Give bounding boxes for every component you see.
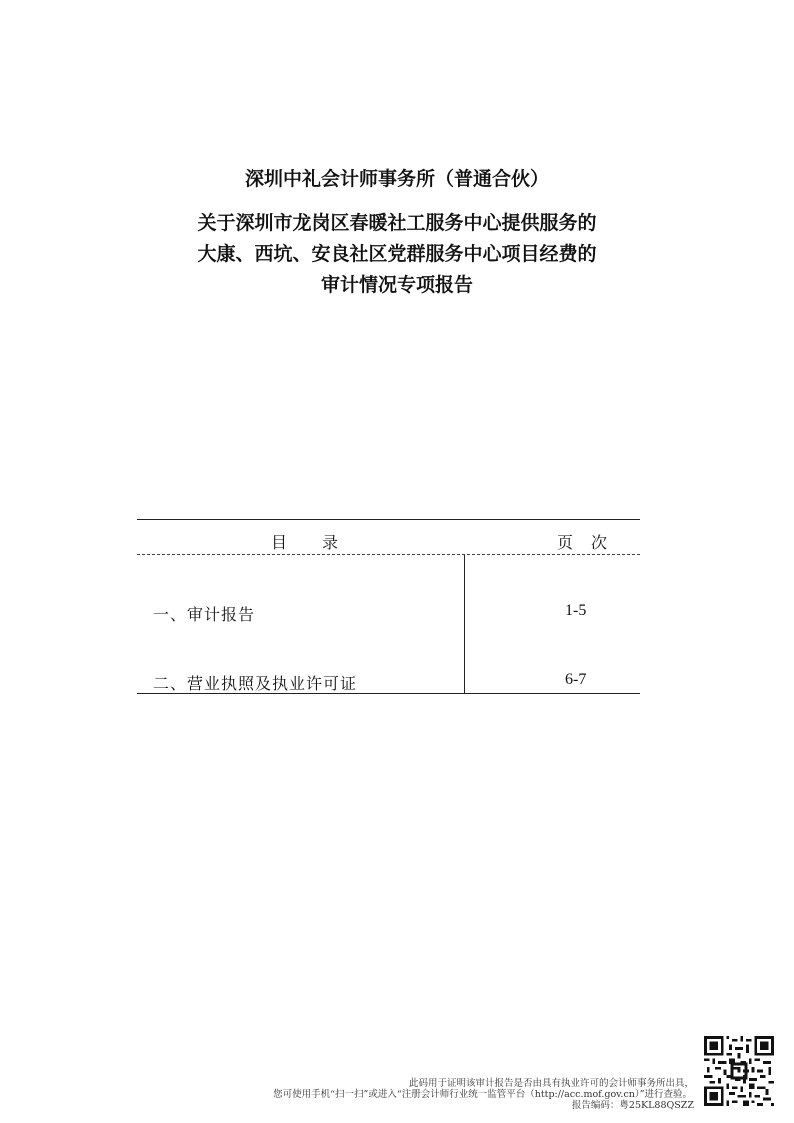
toc-header-contents: 目 录 bbox=[271, 533, 340, 552]
qr-code-icon[interactable] bbox=[704, 1036, 774, 1106]
toc-item-audit-report-pages: 1-5 bbox=[565, 602, 587, 619]
toc-item-business-license-pages: 6-7 bbox=[565, 671, 587, 688]
toc-top-rule bbox=[137, 519, 640, 520]
toc-header-page: 页 次 bbox=[557, 533, 609, 552]
report-title bbox=[0, 208, 794, 301]
report-code: 报告编码：粤25KL88QSZZ bbox=[571, 1100, 694, 1111]
report-title-line: 关于深圳市龙岗区春暖社工服务中心提供服务的 bbox=[197, 212, 597, 234]
toc-bottom-rule bbox=[137, 693, 640, 694]
toc-column-divider bbox=[464, 555, 465, 693]
toc-item-business-license: 二、营业执照及执业许可证 bbox=[153, 674, 358, 693]
firm-name: 深圳中礼会计师事务所（普通合伙） bbox=[244, 168, 549, 190]
report-title-line: 大康、西坑、安良社区党群服务中心项目经费的 bbox=[197, 243, 597, 265]
toc-item-audit-report: 一、审计报告 bbox=[153, 605, 256, 624]
toc-header-divider bbox=[137, 554, 640, 555]
verification-line: 此码用于证明该审计报告是否由具有执业许可的会计师事务所出具， bbox=[408, 1078, 694, 1089]
verification-notice bbox=[273, 1078, 694, 1111]
report-title-line: 审计情况专项报告 bbox=[320, 274, 473, 296]
verification-line: 您可使用手机“扫一扫”或进入“注册会计师行业统一监管平台（http://acc.mof.gov.cn）”进行查验。 bbox=[273, 1089, 692, 1100]
table-of-contents bbox=[137, 519, 640, 695]
